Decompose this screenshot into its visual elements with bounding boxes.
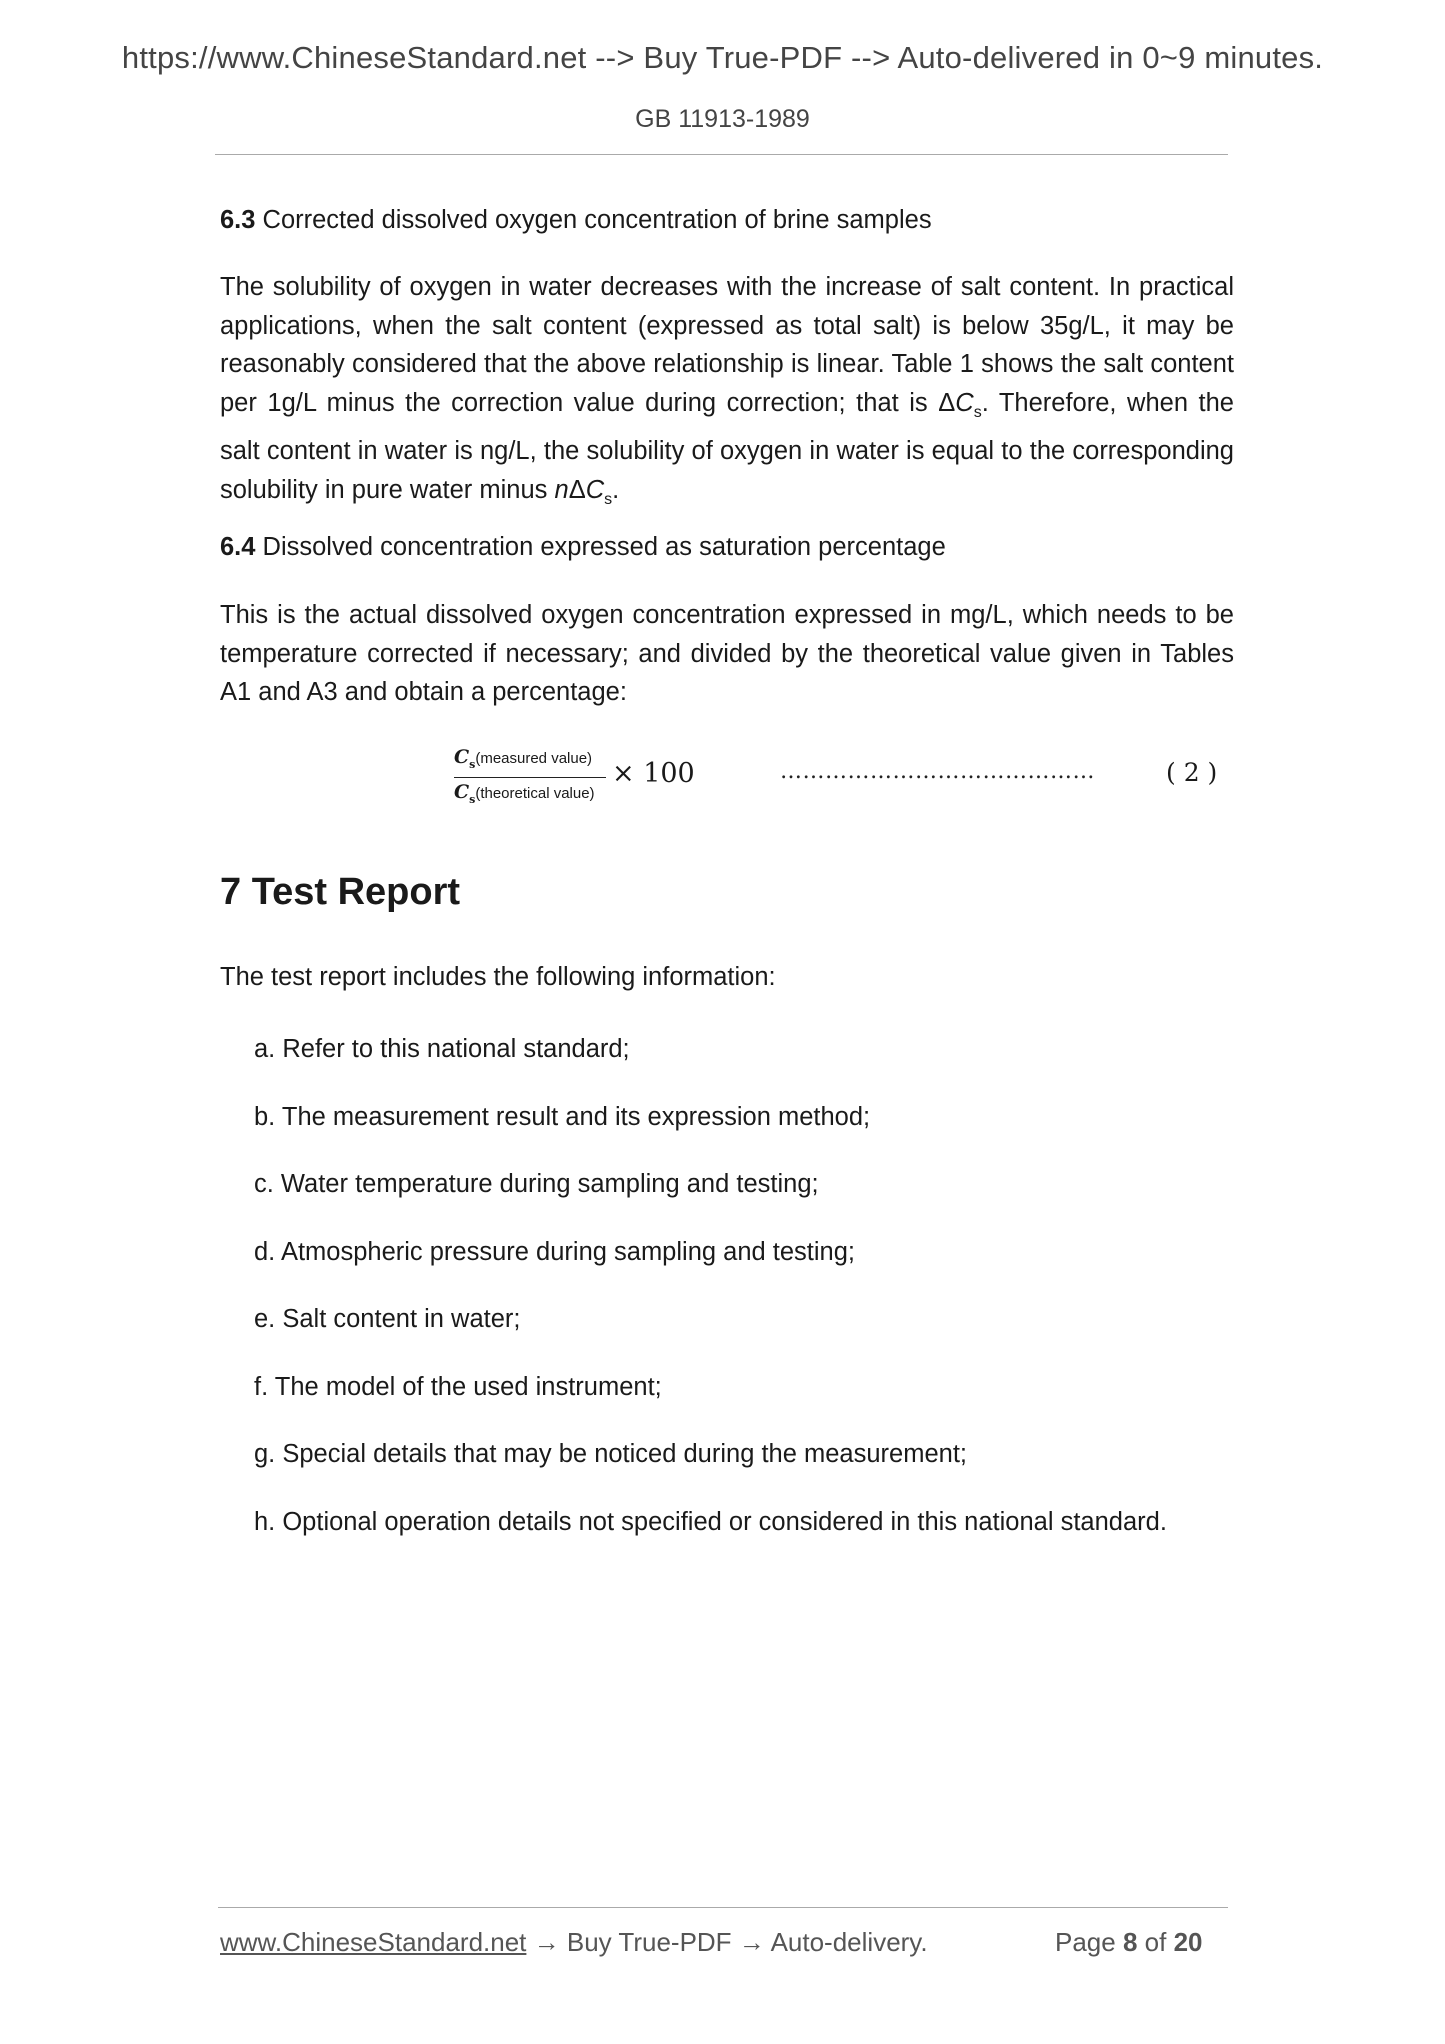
list-item: f. The model of the used instrument; (254, 1372, 662, 1401)
header-banner: https://www.ChineseStandard.net --> Buy True-PDF --> Auto-delivered in 0~9 minutes. (121, 40, 1324, 75)
page-total: 20 (1173, 1927, 1203, 1957)
page-current: 8 (1122, 1927, 1138, 1957)
of-word: of (1144, 1927, 1167, 1957)
n-symbol: n (554, 475, 569, 504)
formula-fraction (450, 740, 610, 812)
c-symbol: C (955, 388, 974, 417)
c-subscript: s (604, 490, 613, 508)
paragraph-text: The solubility of oxygen in water decreases with the increase of salt content. In practical applications, when the salt content (expressed as total salt) is below 35g/L, it may be reasonably considered that the above relationship is linear. Table 1 shows the salt content per 1g/L minus the correction value during correction; that is (220, 273, 1234, 417)
footer-promo (220, 1927, 928, 1958)
c-subscript: s (973, 403, 982, 421)
clause-6-4-paragraph (220, 596, 1234, 712)
list-item: c. Water temperature during sampling and testing; (254, 1170, 819, 1198)
numerator-label: (measured value) (475, 750, 593, 767)
formula-numerator (454, 746, 592, 771)
test-report-items (254, 1030, 1167, 1570)
fraction-bar (454, 777, 606, 778)
formula-multiplier: × 100 (612, 758, 695, 789)
list-item: b. The measurement result and its expression method; (254, 1102, 871, 1131)
clause-6-3-title (220, 201, 932, 240)
paragraph-text: Therefore, when the salt content in water is ng/L, the solubility of oxygen in water is equal to the corresponding solubility in pure water minus (220, 388, 1234, 504)
clause-number: 6.3 (220, 206, 256, 234)
equation-number: ( 2 ) (1166, 758, 1218, 787)
page-word: Page (1055, 1927, 1116, 1957)
clause-title: Corrected dissolved oxygen concentration of brine samples (262, 206, 932, 234)
delta-symbol: Δ (568, 475, 586, 504)
delta-symbol: Δ (938, 388, 956, 417)
c-subscript: s (469, 757, 476, 771)
clause-number: 6.4 (220, 533, 256, 561)
footer-divider (218, 1907, 1228, 1908)
list-item: h. Optional operation details not specified or considered in this national standard. (254, 1507, 1167, 1536)
header-divider (215, 154, 1228, 155)
page-indicator (1055, 1927, 1203, 1958)
clause-title: Dissolved concentration expressed as saturation percentage (262, 533, 946, 561)
formula-2 (450, 740, 1240, 812)
footer-tagline: → Buy True-PDF → Auto-delivery. (526, 1927, 928, 1957)
clause-6-4-title (220, 528, 946, 567)
clause-6-3-paragraph: The solubility of oxygen in water decreases with the increase of salt content. In practical applications, when the salt content (expressed as total salt) is below 35g/L, it may be reasonably considered that the above relationship is linear. Table 1 shows the salt content per 1g/L minus the correction value during correction; that is $\Delta C_s$. Therefore, when the salt content in water is ng/L, the solubility of oxygen in water is equal to the corresponding solubility in pure water minus nΔC$_s$. (220, 273, 1234, 508)
list-item: e. Salt content in water; (254, 1305, 521, 1333)
formula-leader-dots: …………………………………… (780, 759, 1095, 784)
footer-site-link[interactable]: www.ChineseStandard.net (220, 1927, 527, 1957)
section-7-intro: The test report includes the following information: (220, 963, 776, 991)
section-7-heading: 7 Test Report (220, 871, 461, 913)
paragraph-text: This is the actual dissolved oxygen concentration expressed in mg/L, which needs to be temperature corrected if necessary; and divided by the theoretical value given in Tables A1 and A3 and obtain a percentage: (220, 601, 1234, 706)
document-code: GB 11913-1989 (635, 105, 810, 133)
denominator-label: (theoretical value) (475, 785, 595, 802)
list-item: a. Refer to this national standard; (254, 1035, 630, 1063)
list-item: d. Atmospheric pressure during sampling and testing; (254, 1237, 855, 1266)
formula-denominator (454, 781, 595, 806)
c-symbol: C (454, 746, 470, 768)
c-subscript: s (469, 792, 476, 806)
c-symbol: C (585, 475, 605, 504)
c-symbol: C (454, 781, 470, 803)
list-item: g. Special details that may be noticed during the measurement; (254, 1440, 967, 1468)
